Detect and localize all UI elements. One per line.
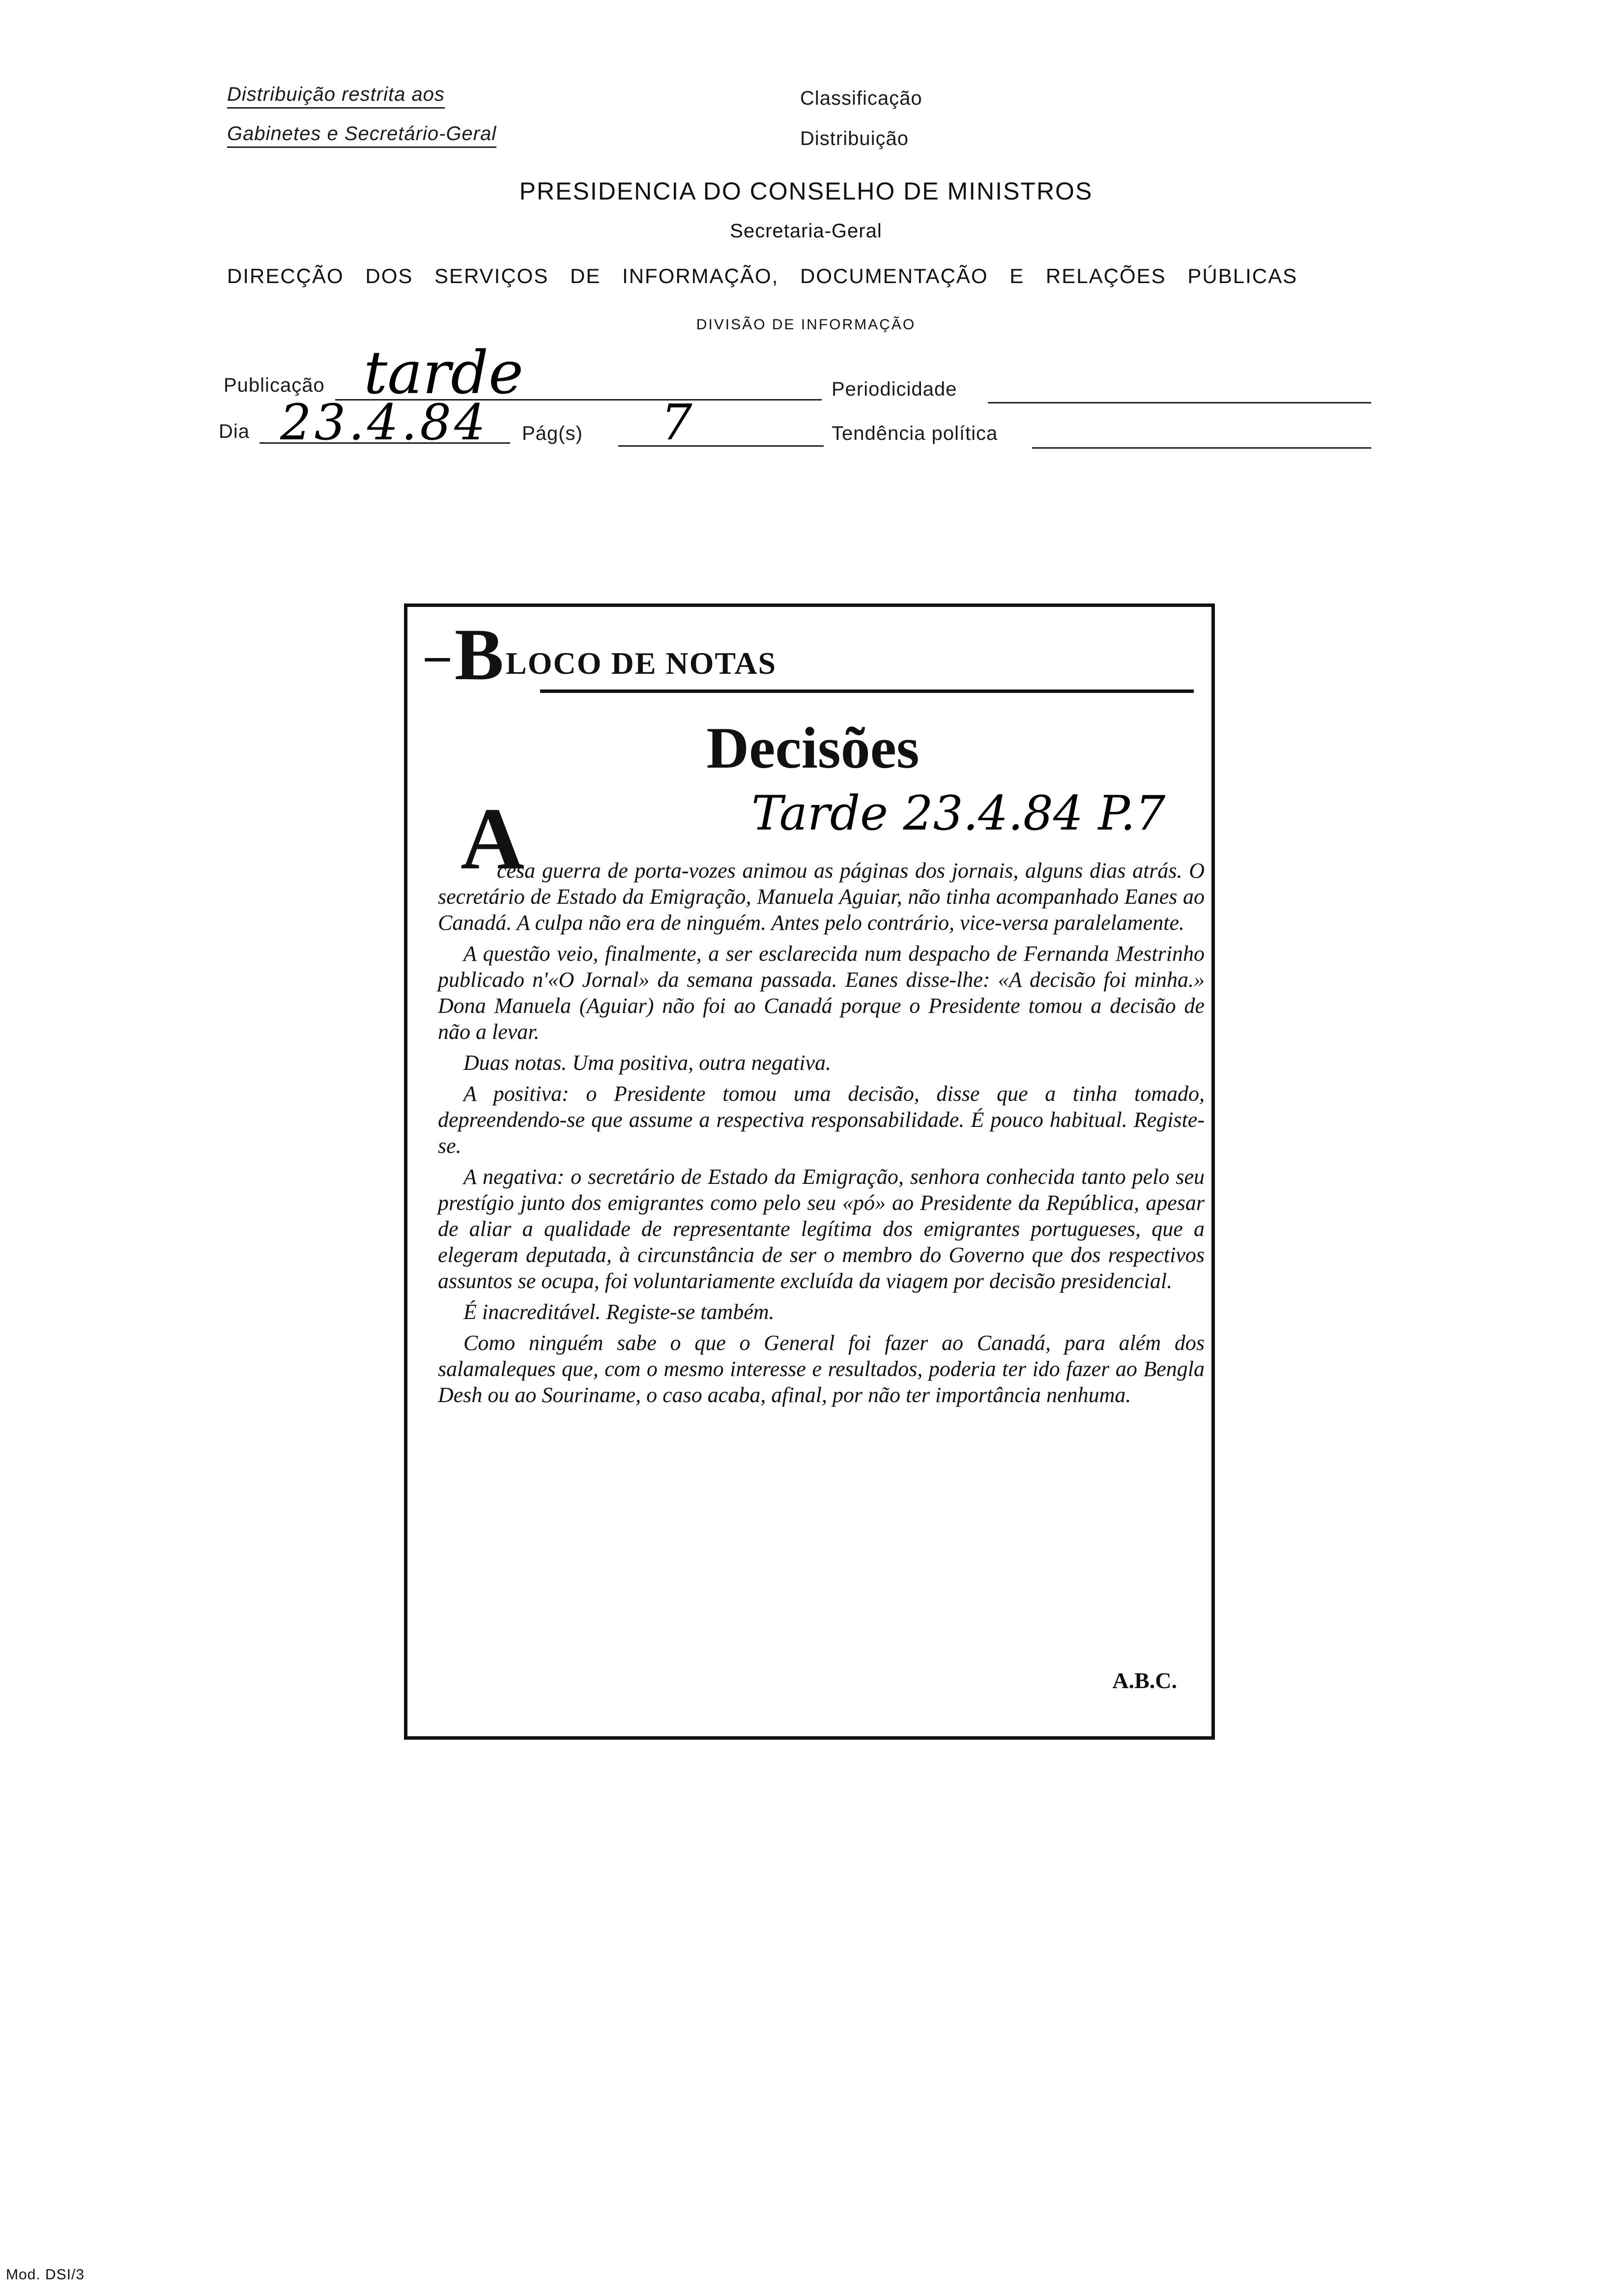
article-paragraph: Como ninguém sabe o que o General foi fazer ao Canadá, para além dos salamaleques que, com o mesmo interesse e resultados, poderia ter ido fazer ao Bengla Desh ou ao Souriname, o caso acaba, afinal, por não ter importância nenhuma. — [438, 1331, 1205, 1407]
distribution-label: Distribuição — [800, 128, 909, 149]
article-body — [438, 858, 1205, 1413]
pages-handwritten: 7 — [661, 394, 692, 451]
article-paragraph: A positiva: o Presidente tomou uma decisão, disse que a tinha tomado, depreendendo-se que assume a respectiva responsabilidade. É pouco habitual. Registe-se. — [438, 1082, 1205, 1158]
pages-line — [618, 445, 824, 447]
article-paragraph: É inacreditável. Registe-se também. — [463, 1300, 775, 1324]
publication-handwritten: tarde — [364, 339, 523, 407]
secretariat-subtitle: Secretaria-Geral — [730, 220, 882, 242]
article-paragraph: A negativa: o secretário de Estado da Emigração, senhora conhecida tanto pelo seu prestígio junto dos emigrantes como pelo seu «pó» ao Presidente da República, apesar de aliar a qualidade de representante legítima dos emigrantes portugueses, que a elegeram deputada, à circunstância de ser o membro do Governo que dos respectivos assuntos se ocupa, foi voluntariamente excluída da viagem por decisão presidencial. — [438, 1165, 1205, 1293]
section-dash: – — [425, 628, 450, 682]
day-label: Dia — [219, 421, 250, 442]
political-tendency-label: Tendência política — [832, 423, 998, 444]
periodicity-label: Periodicidade — [832, 378, 957, 400]
handwritten-annotation: Tarde 23.4.84 P.7 — [751, 786, 1166, 841]
distribution-line-1: Distribuição restrita aos — [227, 84, 445, 106]
headline: Decisões — [706, 715, 920, 780]
division-line: DIVISÃO DE INFORMAÇÃO — [696, 316, 916, 333]
section-title: LOCO DE NOTAS — [506, 646, 777, 681]
periodicity-line — [988, 402, 1371, 403]
article-signature: A.B.C. — [1112, 1668, 1177, 1693]
political-tendency-line — [1032, 447, 1371, 449]
pages-label: Pág(s) — [522, 423, 583, 444]
institution-title: PRESIDENCIA DO CONSELHO DE MINISTROS — [519, 177, 1093, 205]
publication-label: Publicação — [224, 374, 325, 396]
newspaper-clipping — [404, 603, 1215, 1740]
form-code: Mod. DSI/3 — [6, 2267, 85, 2283]
classification-label: Classificação — [800, 87, 922, 109]
directorate-line: DIRECÇÃO DOS SERVIÇOS DE INFORMAÇÃO, DOCUMENTAÇÃO E RELAÇÕES PÚBLICAS — [227, 264, 1298, 287]
section-rule — [540, 689, 1194, 693]
distribution-line-2: Gabinetes e Secretário-Geral — [227, 123, 496, 145]
article-paragraph: A questão veio, finalmente, a ser esclarecida num despacho de Fernanda Mestrinho publicado n'«O Jornal» da semana passada. Eanes disse-lhe: «A decisão foi minha.» Dona Manuela (Aguiar) não foi ao Canadá porque o Presidente tomou a decisão de não a levar. — [438, 942, 1205, 1044]
article-paragraph: cesa guerra de porta-vozes animou as páginas dos jornais, alguns dias atrás. O secretário de Estado da Emigração, Manuela Aguiar, não tinha acompanhado Eanes ao Canadá. A culpa não era de ninguém. Antes pelo contrário, vice-versa paralelamente. — [438, 859, 1205, 935]
article-paragraph: Duas notas. Uma positiva, outra negativa. — [463, 1051, 831, 1075]
drop-cap: A — [461, 790, 524, 888]
day-handwritten: 23.4.84 — [280, 394, 489, 451]
section-initial: B — [455, 614, 504, 695]
